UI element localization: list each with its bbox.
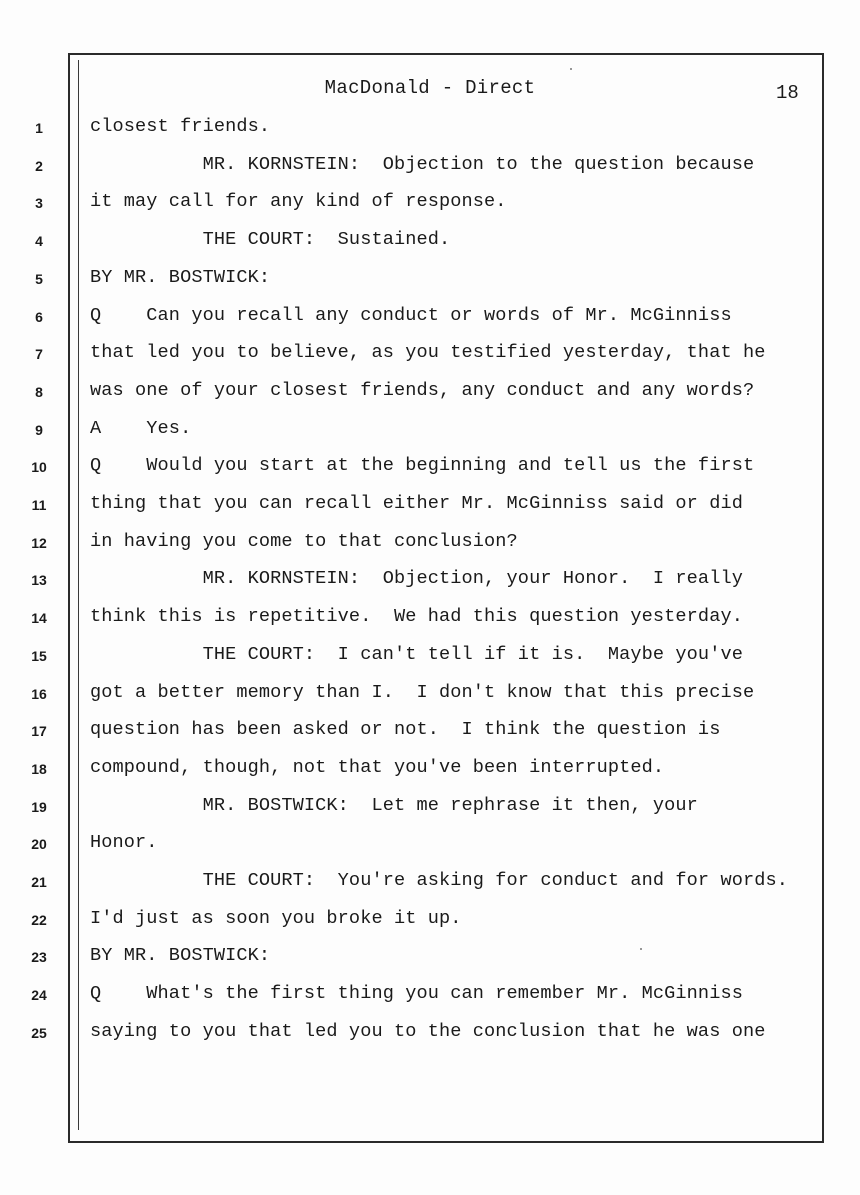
line-number: 22: [31, 911, 47, 928]
margin-rule: [78, 60, 79, 1130]
transcript-line: Q What's the first thing you can remember Mr. McGinniss: [90, 983, 743, 1005]
transcript-line: Honor.: [90, 832, 158, 854]
line-number: 4: [35, 233, 43, 250]
transcript-line: in having you come to that conclusion?: [90, 530, 518, 552]
transcript-line: that led you to believe, as you testified yesterday, that he: [90, 342, 766, 364]
line-number: 3: [35, 195, 43, 212]
line-number: 14: [31, 610, 47, 627]
transcript-line: BY MR. BOSTWICK:: [90, 945, 271, 967]
line-number: 8: [35, 383, 43, 400]
line-number: 15: [31, 647, 47, 664]
transcript-line: THE COURT: Sustained.: [90, 229, 451, 251]
page-header-title: MacDonald - Direct: [324, 77, 536, 99]
line-number: 6: [35, 308, 43, 325]
page-border-right: [822, 53, 824, 1141]
transcript-line: it may call for any kind of response.: [90, 191, 507, 213]
scan-speck: [640, 948, 642, 950]
line-number: 12: [31, 534, 47, 551]
transcript-line: THE COURT: I can't tell if it is. Maybe you've: [90, 643, 743, 665]
page-number: 18: [776, 82, 799, 104]
line-number: 21: [31, 874, 47, 890]
transcript-line: got a better memory than I. I don't know that this precise: [90, 681, 755, 703]
line-number: 10: [31, 459, 47, 476]
page-border-top: [70, 53, 824, 55]
transcript-line: MR. KORNSTEIN: Objection to the question because: [90, 153, 755, 175]
transcript-line: compound, though, not that you've been interrupted.: [90, 756, 665, 778]
transcript-line: think this is repetitive. We had this question yesterday.: [90, 606, 743, 628]
transcript-line: MR. KORNSTEIN: Objection, your Honor. I really: [90, 568, 743, 590]
transcript-line: closest friends.: [90, 116, 271, 137]
line-number: 20: [31, 836, 47, 853]
line-number: 2: [35, 157, 43, 174]
transcript-line: MR. BOSTWICK: Let me rephrase it then, your: [90, 794, 698, 816]
line-number: 19: [31, 798, 47, 815]
page-border-bottom: [68, 1141, 824, 1143]
line-number: 5: [35, 270, 43, 287]
line-number: 13: [31, 572, 47, 589]
scan-speck: [570, 68, 572, 70]
line-number: 23: [31, 949, 47, 966]
line-number: 17: [31, 723, 47, 740]
line-number: 25: [31, 1024, 47, 1041]
line-number: 7: [35, 346, 43, 363]
line-number: 9: [35, 421, 43, 438]
transcript-line: Q Would you start at the beginning and tell us the first: [90, 455, 755, 477]
transcript-line: thing that you can recall either Mr. McGinniss said or did: [90, 493, 743, 514]
transcript-line: Q Can you recall any conduct or words of Mr. McGinniss: [90, 304, 732, 326]
line-number: 16: [31, 685, 47, 702]
line-number: 18: [31, 760, 47, 777]
transcript-line: THE COURT: You're asking for conduct and for words.: [90, 870, 788, 891]
page-border-left: [68, 53, 70, 1141]
transcript-line: I'd just as soon you broke it up.: [90, 907, 462, 929]
transcript-line: saying to you that led you to the conclusion that he was one: [90, 1020, 766, 1042]
transcript-line: was one of your closest friends, any conduct and any words?: [90, 379, 755, 401]
transcript-line: question has been asked or not. I think the question is: [90, 719, 721, 741]
line-number: 24: [31, 987, 47, 1004]
transcript-line: A Yes.: [90, 417, 192, 439]
line-number: 1: [35, 120, 43, 136]
transcript-line: BY MR. BOSTWICK:: [90, 266, 271, 288]
line-number: 11: [31, 497, 47, 513]
